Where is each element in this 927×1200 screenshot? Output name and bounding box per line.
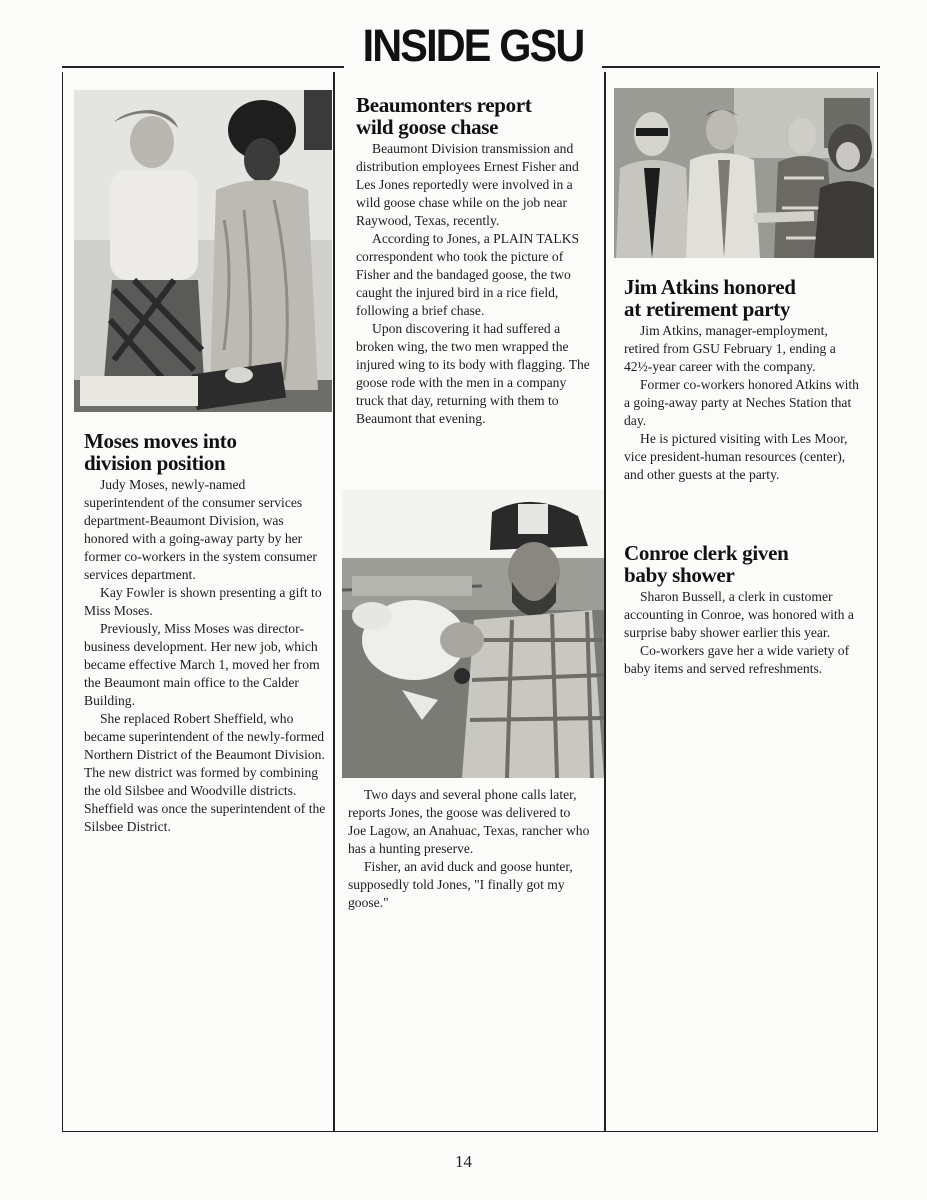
goose-paragraph: Two days and several phone calls later, reports Jones, the goose was delivered to Joe Lagow, an Anahuac, Texas, rancher who has a hunting preserve. [348,787,590,856]
goose-paragraph: According to Jones, a PLAIN TALKS correspondent who took the picture of Fisher and the bandaged goose, the two caught the injured bird in a rice field, following a brief chase. [356,231,580,318]
goose-article-continued [348,786,590,912]
photo-retirement-party-guests-icon [614,88,874,258]
atkins-body [624,322,866,484]
column-divider-right [604,72,606,1132]
goose-headline-line-1: Beaumonters report [356,93,532,117]
conroe-paragraph: Sharon Bussell, a clerk in customer accounting in Conroe, was honored with a surprise baby shower earlier this year. [624,589,854,640]
conroe-headline-line-2: baby shower [624,563,735,587]
photo-man-holding-goose-icon [342,490,604,778]
goose-paragraph: Beaumont Division transmission and distribution employees Ernest Fisher and Les Jones reportedly were involved in a wild goose chase while on the job near Raywood, Texas, recently. [356,141,579,228]
moses-headline-line-2: division position [84,451,226,475]
moses-article [84,430,326,836]
goose-paragraph: Fisher, an avid duck and goose hunter, supposedly told Jones, "I finally got my goose." [348,859,573,910]
moses-body [84,476,326,836]
conroe-paragraph: Co-workers gave her a wide variety of baby items and served refreshments. [624,643,850,676]
atkins-paragraph: Former co-workers honored Atkins with a going-away party at Neches Station that day. [624,377,859,428]
moses-photo [74,90,332,412]
moses-headline [84,430,326,474]
goose-article [356,94,590,428]
goose-body [356,140,590,428]
moses-headline-line-1: Moses moves into [84,429,237,453]
atkins-headline-line-2: at retirement party [624,297,791,321]
masthead [62,20,880,72]
moses-paragraph: She replaced Robert Sheffield, who became superintendent of the newly-formed Northern District of the Beaumont Division. The new district was formed by combining the old Silsbee and Woodville districts. Sheffield was once the superintendent of the Silsbee District. [84,711,326,834]
moses-paragraph: Previously, Miss Moses was director-business development. Her new job, which became effective March 1, moved her from the Beaumont main office to the Calder Building. [84,621,320,708]
atkins-paragraph: Jim Atkins, manager-employment, retired from GSU February 1, ending a 42½-year career with the company. [624,323,836,374]
photo-two-women-gift-icon [74,90,332,412]
conroe-headline-line-1: Conroe clerk given [624,541,789,565]
conroe-article [624,542,866,678]
atkins-article [624,276,866,484]
atkins-headline-line-1: Jim Atkins honored [624,275,796,299]
goose-headline-line-2: wild goose chase [356,115,499,139]
conroe-body [624,588,866,678]
column-divider-left [333,72,335,1132]
goose-headline [356,94,590,138]
moses-paragraph: Judy Moses, newly-named superintendent of the consumer services department-Beaumont Division, was honored with a going-away party by her former co-workers in the system consumer services department. [84,477,317,582]
goose-paragraph: Upon discovering it had suffered a broken wing, the two men wrapped the injured wing to its body with flagging. The goose rode with the men in a company truck that day, returning with them to Beaumont that evening. [356,321,590,426]
conroe-headline [624,542,866,586]
masthead-rule-right [602,66,880,68]
goose-photo [342,490,604,778]
masthead-title: INSIDE GSU [362,20,584,71]
masthead-rule-left [62,66,344,68]
atkins-headline [624,276,866,320]
atkins-photo [614,88,874,258]
goose-body-continued [348,786,590,912]
page-number: 14 [455,1152,472,1171]
moses-paragraph: Kay Fowler is shown presenting a gift to Miss Moses. [84,585,322,618]
atkins-paragraph: He is pictured visiting with Les Moor, vice president-human resources (center), and other guests at the party. [624,431,848,482]
